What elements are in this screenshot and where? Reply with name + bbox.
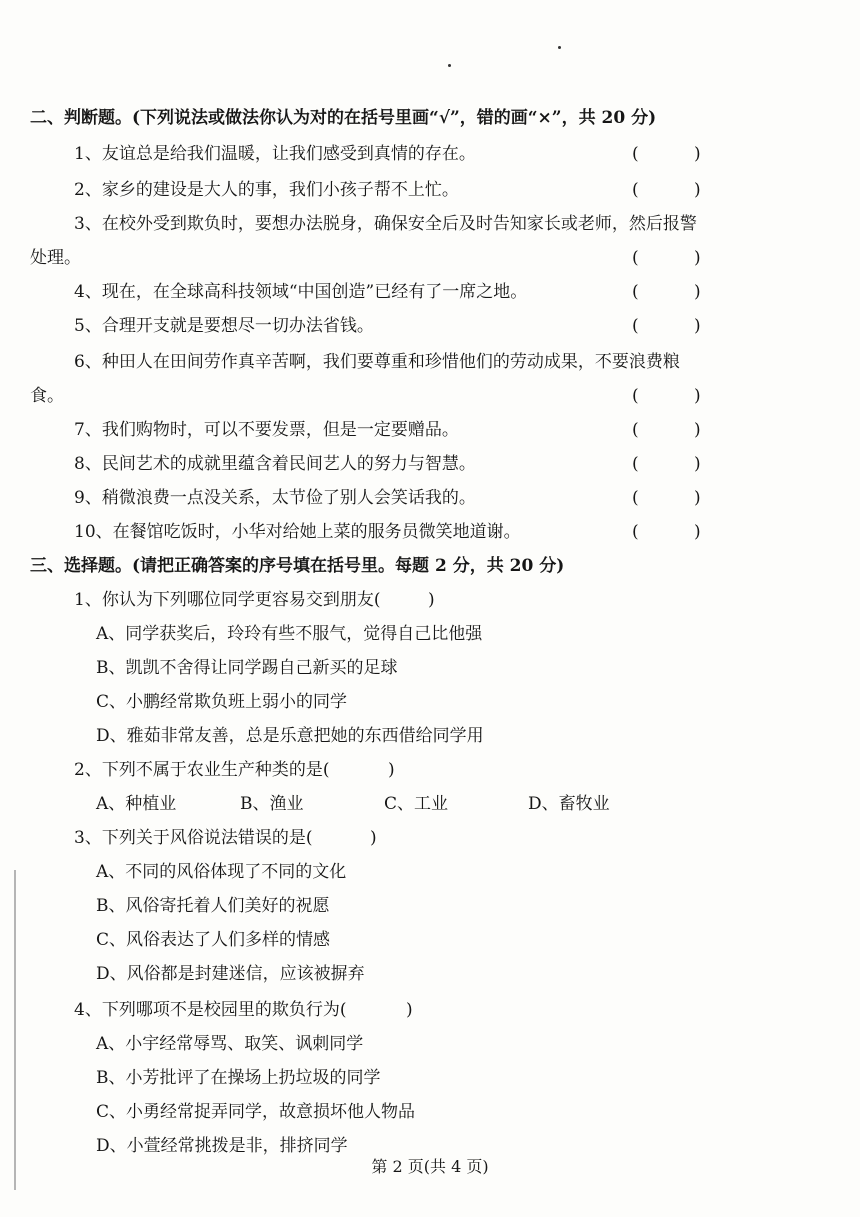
item-text: 1、友谊总是给我们温暖，让我们感受到真情的存在。 [74,144,476,164]
item-text: 3、在校外受到欺负时，要想办法脱身，确保安全后及时告知家长或老师，然后报警 [74,214,697,234]
section-2-title-text: 二、判断题。(下列说法或做法你认为对的在括号里画“√”，错的画“×”，共 20 分) [30,108,657,128]
true-false-item [0,344,860,380]
option-text: C、工业 [384,794,449,814]
scan-speck [448,64,451,67]
paren-close: ) [694,316,701,336]
true-false-item [0,274,860,310]
item-text: 6、种田人在田间劳作真辛苦啊，我们要尊重和珍惜他们的劳动成果，不要浪费粮 [74,352,680,372]
option-text: D、风俗都是封建迷信，应该被摒弃 [96,964,365,984]
paren-close: ) [694,488,701,508]
true-false-item-cont [0,240,860,276]
paren-close: ) [694,282,701,302]
item-text: 5、合理开支就是要想尽一切办法省钱。 [74,316,374,336]
page-number-footer: 第 2 页(共 4 页) [371,1157,489,1176]
option [0,1060,860,1096]
option [0,650,860,686]
paren-open: ( [632,522,639,542]
paren-open: ( [632,488,639,508]
option [0,854,860,890]
paren-close: ) [694,180,701,200]
option-text: B、小芳批评了在操场上扔垃圾的同学 [96,1068,381,1088]
section-3-title-text: 三、选择题。(请把正确答案的序号填在括号里。每题 2 分，共 20 分) [30,556,565,576]
option-text: D、畜牧业 [528,794,610,814]
answer-blank-close[interactable]: ) [428,590,435,610]
section-3-title [0,548,860,584]
true-false-item [0,308,860,344]
true-false-item [0,172,860,208]
question-text: 2、下列不属于农业生产种类的是( [74,760,330,780]
option [0,616,860,652]
paren-open: ( [632,420,639,440]
answer-blank-close[interactable]: ) [388,760,395,780]
paren-open: ( [632,316,639,336]
section-2-title [0,100,860,136]
true-false-item [0,514,860,550]
question-stem [0,582,860,618]
true-false-item [0,446,860,482]
item-text-cont: 食。 [30,386,64,406]
paren-open: ( [632,454,639,474]
option-text: A、种植业 [96,794,177,814]
option-text: C、风俗表达了人们多样的情感 [96,930,331,950]
true-false-item [0,206,860,242]
option-row [0,786,860,822]
paren-open: ( [632,282,639,302]
item-text: 9、稍微浪费一点没关系，太节俭了别人会笑话我的。 [74,488,476,508]
item-text: 10、在餐馆吃饭时，小华对给她上菜的服务员微笑地道谢。 [74,522,521,542]
option [0,684,860,720]
item-text-cont: 处理。 [30,248,81,268]
item-text: 8、民间艺术的成就里蕴含着民间艺人的努力与智慧。 [74,454,476,474]
item-text: 4、现在，在全球高科技领域“中国创造”已经有了一席之地。 [74,282,528,302]
option-text: D、雅茹非常友善，总是乐意把她的东西借给同学用 [96,726,484,746]
question-stem [0,820,860,856]
item-text: 2、家乡的建设是大人的事，我们小孩子帮不上忙。 [74,180,459,200]
question-text: 3、下列关于风俗说法错误的是( [74,828,313,848]
option-text: B、凯凯不舍得让同学踢自己新买的足球 [96,658,398,678]
paren-close: ) [694,144,701,164]
paren-close: ) [694,522,701,542]
option-text: B、风俗寄托着人们美好的祝愿 [96,896,330,916]
option-text: A、小宇经常辱骂、取笑、讽刺同学 [96,1034,364,1054]
paren-close: ) [694,454,701,474]
option-text: A、不同的风俗体现了不同的文化 [96,862,347,882]
question-stem [0,992,860,1028]
paren-open: ( [632,144,639,164]
true-false-item [0,480,860,516]
paren-close: ) [694,386,701,406]
option [0,718,860,754]
option-text: C、小鹏经常欺负班上弱小的同学 [96,692,348,712]
true-false-item [0,412,860,448]
paren-open: ( [632,180,639,200]
true-false-item [0,136,860,172]
option [0,1026,860,1062]
answer-blank-close[interactable]: ) [370,828,377,848]
item-text: 7、我们购物时，可以不要发票，但是一定要赠品。 [74,420,459,440]
question-text: 4、下列哪项不是校园里的欺负行为( [74,1000,347,1020]
paren-open: ( [632,248,639,268]
scan-speck [558,46,561,49]
question-stem [0,752,860,788]
paren-close: ) [694,248,701,268]
option [0,956,860,992]
true-false-item-cont [0,378,860,414]
option [0,922,860,958]
option-text: A、同学获奖后，玲玲有些不服气，觉得自己比他强 [96,624,483,644]
paren-close: ) [694,420,701,440]
option-text: C、小勇经常捉弄同学，故意损坏他人物品 [96,1102,416,1122]
paren-open: ( [632,386,639,406]
option-text: B、渔业 [240,794,304,814]
question-text: 1、你认为下列哪位同学更容易交到朋友( [74,590,381,610]
option-text: D、小萱经常挑拨是非，排挤同学 [96,1136,348,1156]
answer-blank-close[interactable]: ) [406,1000,413,1020]
option [0,1094,860,1130]
option [0,888,860,924]
